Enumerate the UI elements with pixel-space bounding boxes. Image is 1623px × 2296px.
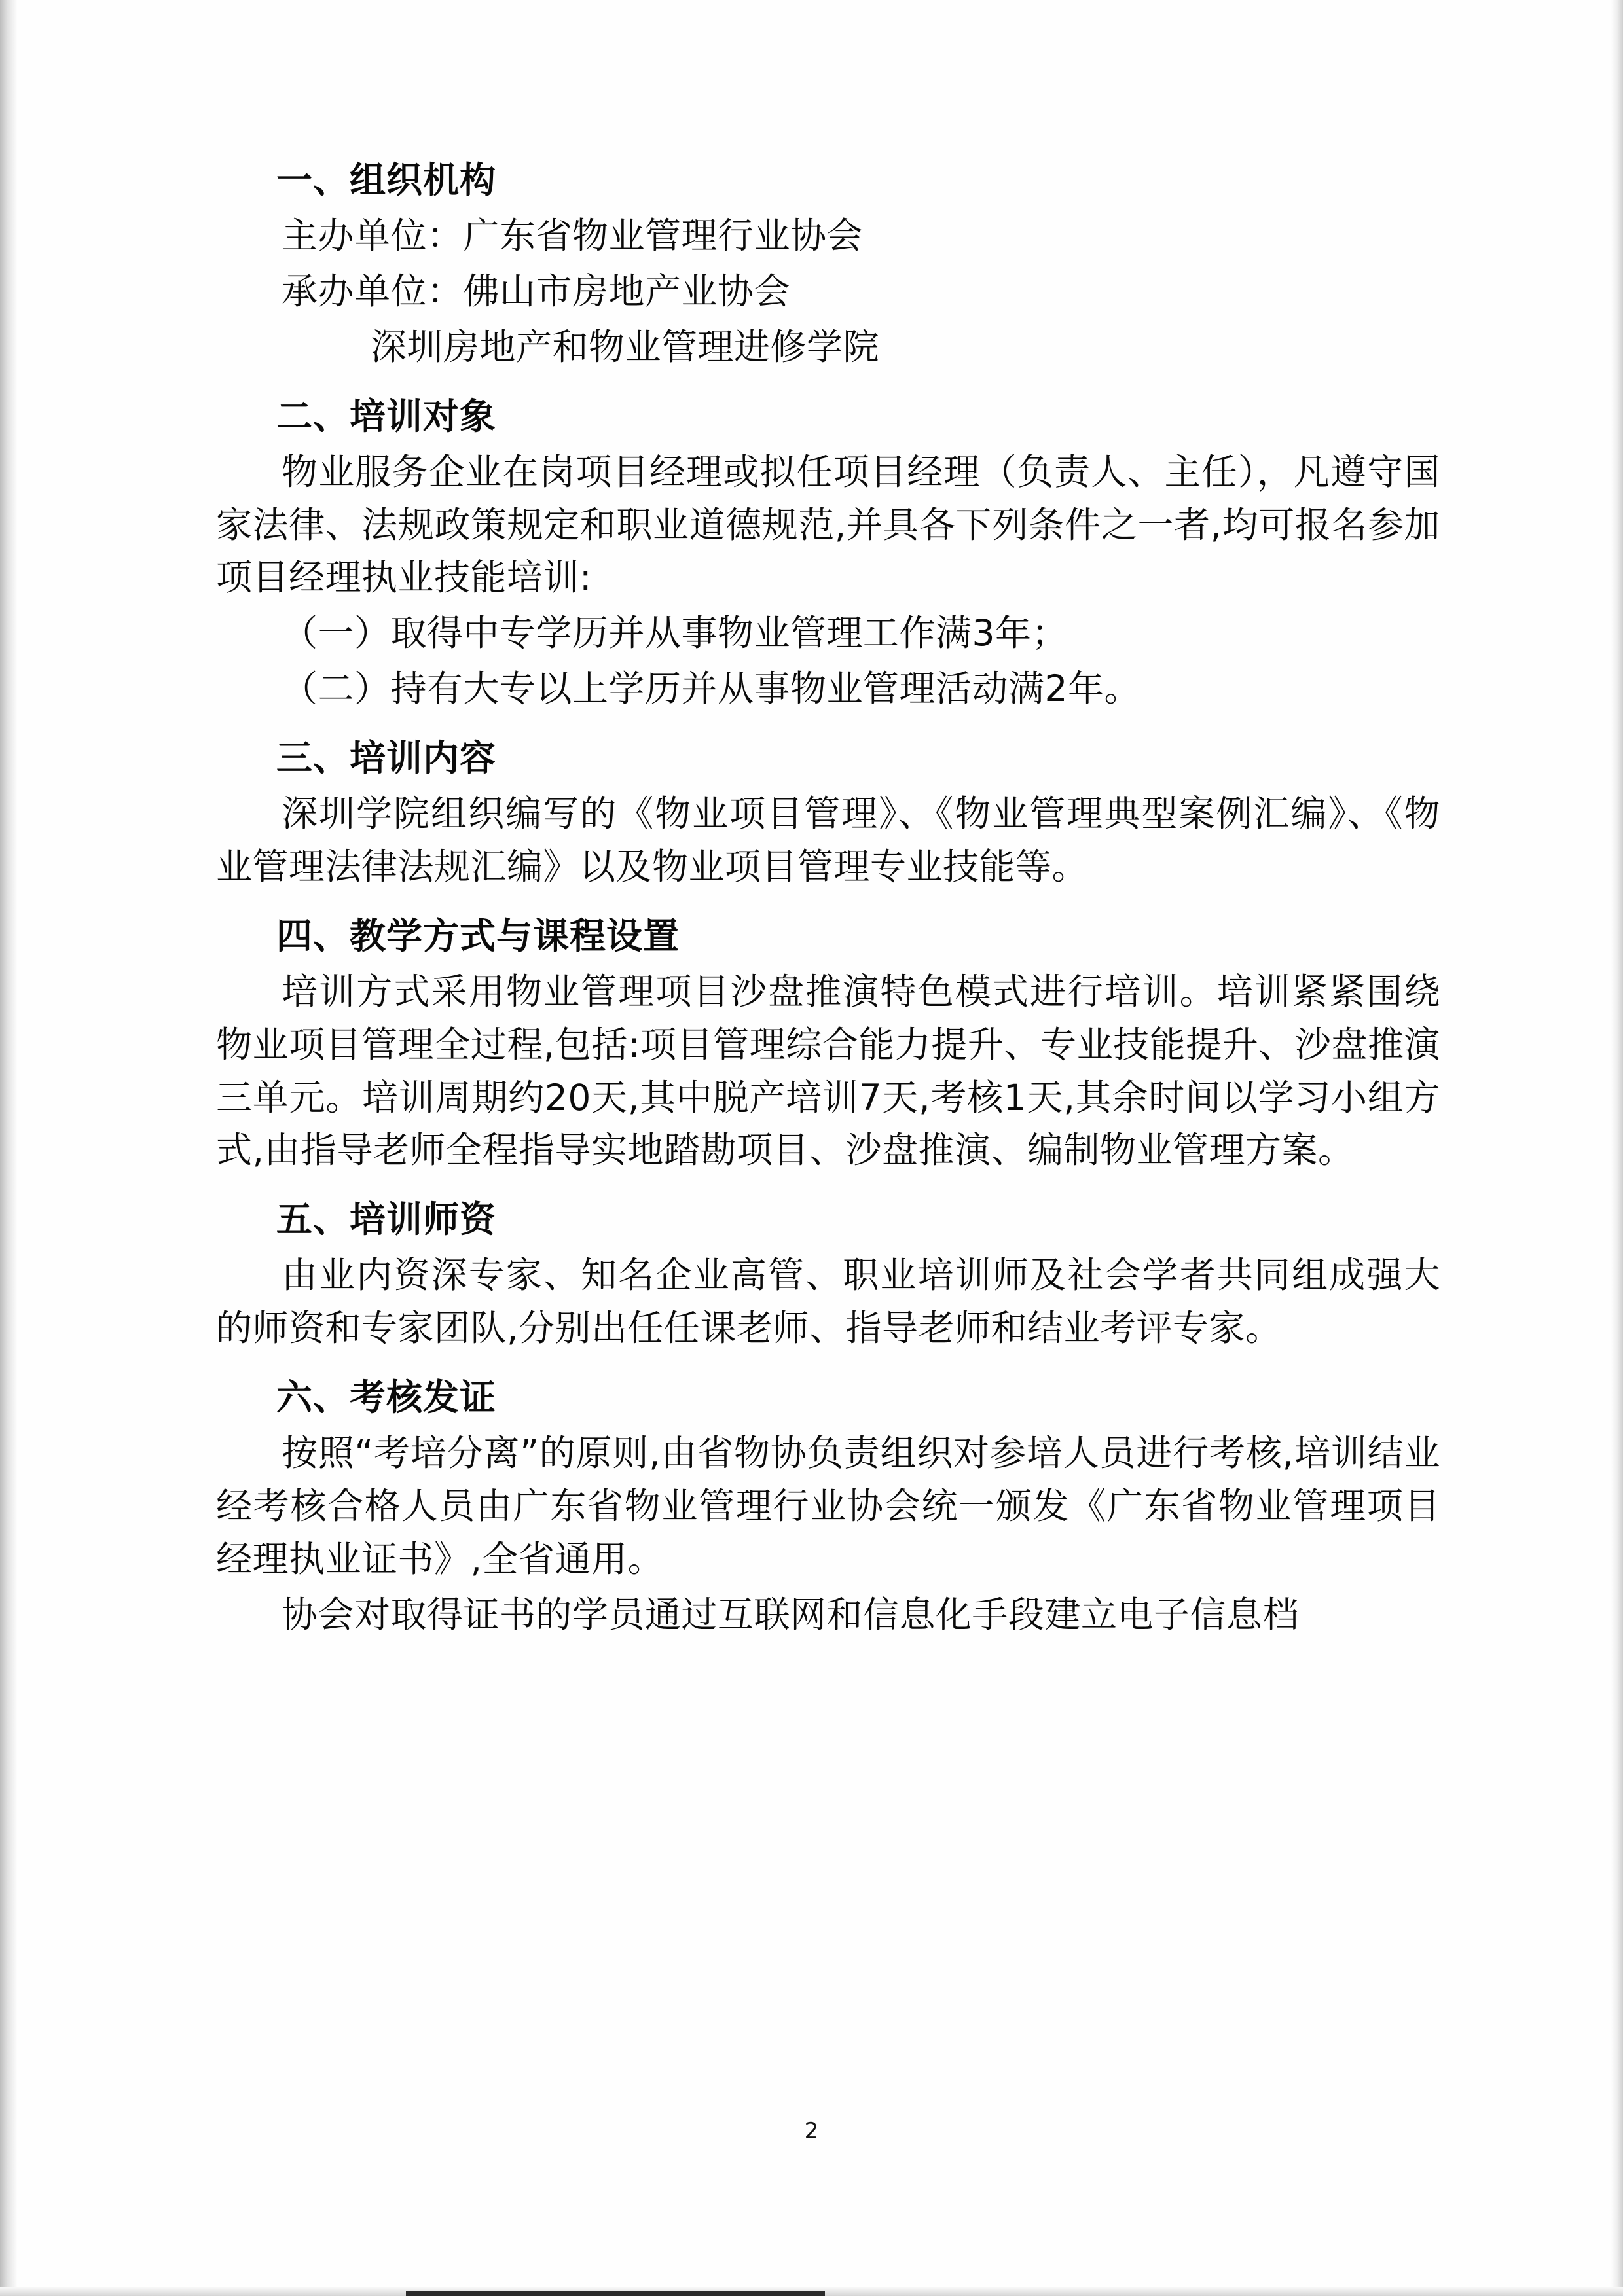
section-paragraph: 深圳学院组织编写的《物业项目管理》、《物业管理典型案例汇编》、《物业管理法律法规汇编》以及物业项目管理专业技能等。 <box>216 793 1440 888</box>
section-line: 承办单位：佛山市房地产业协会 <box>282 270 791 312</box>
scan-edge-left <box>0 0 17 2296</box>
section-paragraph: 由业内资深专家、知名企业高管、职业培训师及社会学者共同组成强大的师资和专家团队,分别出任任课老师、指导老师和结业考评专家。 <box>216 1254 1440 1350</box>
section-line: 主办单位：广东省物业管理行业协会 <box>282 215 864 257</box>
section-heading: 四、教学方式与课程设置 <box>276 914 680 957</box>
section-line: 深圳房地产和物业管理进修学院 <box>371 325 880 368</box>
section-paragraph: 协会对取得证书的学员通过互联网和信息化手段建立电子信息档 <box>282 1593 1300 1636</box>
section-line: （二）持有大专以上学历并从事物业管理活动满2年。 <box>282 668 1140 710</box>
section-paragraph: 按照“考培分离”的原则,由省物协负责组织对参培人员进行考核,培训结业经考核合格人员由广东省物业管理行业协会统一颁发《广东省物业管理项目经理执业证书》,全省通用。 <box>216 1432 1440 1580</box>
section-line: （一）取得中专学历并从事物业管理工作满3年； <box>282 612 1068 655</box>
section-heading: 五、培训师资 <box>276 1198 497 1241</box>
section-heading: 一、组织机构 <box>276 159 497 201</box>
section-paragraph: 培训方式采用物业管理项目沙盘推演特色模式进行培训。培训紧紧围绕物业项目管理全过程,包括:项目管理综合能力提升、专业技能提升、沙盘推演三单元。培训周期约20天,其中脱产培训7天,考核1天,其余时间以学习小组方式,由指导老师全程指导实地踏勘项目、沙盘推演、编制物业管理方案。 <box>216 970 1440 1172</box>
page-number: 2 <box>804 2118 819 2144</box>
document-body <box>216 154 1440 1643</box>
section-heading: 六、考核发证 <box>276 1376 497 1418</box>
scan-edge-right <box>1611 0 1623 2296</box>
section-heading: 三、培训内容 <box>276 736 497 779</box>
section-heading: 二、培训对象 <box>276 395 497 437</box>
section-paragraph: 物业服务企业在岗项目经理或拟任项目经理（负责人、主任），凡遵守国家法律、法规政策规定和职业道德规范,并具各下列条件之一者,均可报名参加项目经理执业技能培训: <box>216 450 1440 599</box>
scan-bottom-mark <box>406 2291 825 2296</box>
